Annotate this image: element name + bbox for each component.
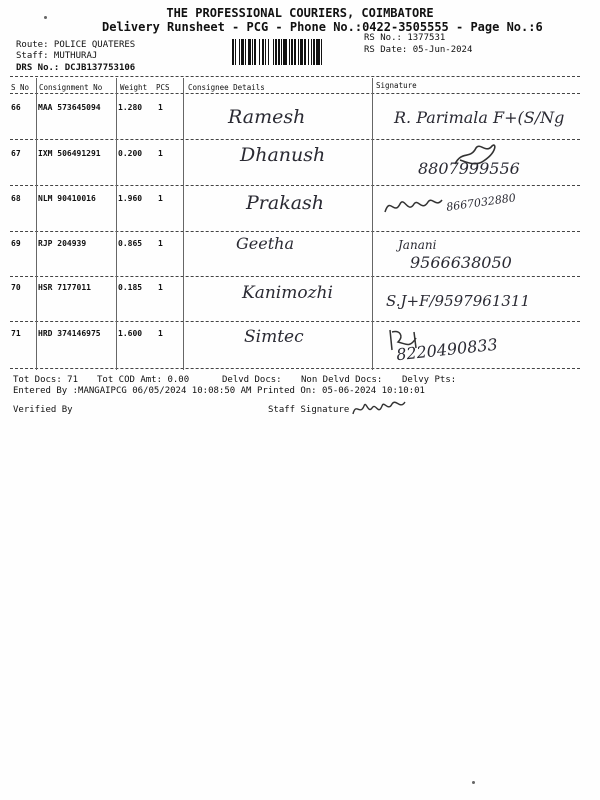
table-bottom-rule — [10, 368, 580, 369]
col-header-signature: Signature — [376, 81, 417, 90]
handwritten-phone: 9566638050 — [410, 253, 512, 272]
row-sno: 66 — [11, 103, 21, 112]
handwritten-phone: 8220490833 — [395, 334, 499, 365]
column-divider — [183, 78, 184, 370]
row-weight: 0.185 — [118, 283, 143, 292]
handwritten-consignee-name: Geetha — [236, 234, 294, 253]
company-name: THE PROFESSIONAL COURIERS, COIMBATORE — [166, 6, 434, 20]
delivered-docs: Delvd Docs: — [222, 375, 282, 385]
rs-number: RS No.: 1377531 — [364, 33, 446, 43]
col-header-sno: S No — [11, 83, 30, 92]
speck — [44, 16, 47, 19]
staff-label: Staff: MUTHURAJ — [16, 51, 98, 61]
row-divider — [10, 321, 580, 322]
row-sno: 71 — [11, 329, 21, 338]
table-top-rule — [10, 76, 580, 77]
row-sno: 68 — [11, 194, 21, 203]
handwritten-phone: 8807999556 — [418, 159, 520, 178]
row-weight: 1.960 — [118, 194, 143, 203]
row-pcs: 1 — [158, 239, 163, 248]
entered-by: Entered By :MANGAIPCG 06/05/2024 10:08:50 AM — [13, 386, 252, 396]
row-sno: 67 — [11, 149, 21, 158]
row-consignment: RJP 204939 — [38, 239, 87, 248]
row-weight: 0.200 — [118, 149, 143, 158]
row-sno: 69 — [11, 239, 21, 248]
handwritten-consignee-name: Prakash — [246, 192, 325, 214]
row-weight: 1.280 — [118, 103, 143, 112]
col-header-pcs: PCS — [156, 83, 170, 92]
signature-scribble — [382, 190, 444, 220]
row-pcs: 1 — [158, 194, 163, 203]
handwritten-consignee-name: Dhanush — [240, 144, 326, 166]
handwritten-signature: Janani — [398, 238, 437, 252]
row-pcs: 1 — [158, 283, 163, 292]
col-header-consignment: Consignment No — [39, 83, 103, 92]
row-consignment: NLM 90410016 — [38, 194, 96, 203]
row-consignment: HSR 7177011 — [38, 283, 91, 292]
column-divider — [116, 78, 117, 370]
total-docs: Tot Docs: 71 — [13, 375, 79, 385]
row-divider — [10, 231, 580, 232]
row-consignment: MAA 573645094 — [38, 103, 101, 112]
handwritten-consignee-name: Ramesh — [228, 106, 306, 128]
row-divider — [10, 185, 580, 186]
handwritten-signature: S.J+F/9597961311 — [386, 292, 530, 310]
col-header-weight: Weight — [120, 83, 148, 92]
handwritten-signature: R. Parimala F+(S/Ng — [394, 108, 565, 127]
col-header-consignee: Consignee Details — [188, 83, 265, 92]
row-weight: 1.600 — [118, 329, 143, 338]
speck — [472, 781, 475, 784]
row-pcs: 1 — [158, 103, 163, 112]
barcode — [232, 39, 356, 65]
row-consignment: IXM 506491291 — [38, 149, 101, 158]
staff-signature-scribble — [350, 396, 408, 420]
non-delivered-docs: Non Delvd Docs: — [301, 375, 383, 385]
row-pcs: 1 — [158, 149, 163, 158]
row-sno: 70 — [11, 283, 21, 292]
runsheet-title: Delivery Runsheet - PCG - Phone No.:0422-3505555 - Page No.:6 — [102, 20, 543, 34]
row-weight: 0.865 — [118, 239, 143, 248]
row-consignment: HRD 374146975 — [38, 329, 101, 338]
delivery-points: Delvy Pts: — [402, 375, 457, 385]
row-pcs: 1 — [158, 329, 163, 338]
handwritten-consignee-name: Simtec — [244, 327, 304, 347]
drs-number: DRS No.: DCJB137753106 — [16, 63, 136, 73]
handwritten-consignee-name: Kanimozhi — [242, 283, 333, 303]
total-cod-amount: Tot COD Amt: 0.00 — [97, 375, 190, 385]
row-divider — [10, 276, 580, 277]
route-label: Route: POLICE QUATERES — [16, 40, 136, 50]
column-divider — [36, 78, 37, 370]
handwritten-phone: 8667032880 — [445, 191, 517, 214]
staff-signature-label: Staff Signature — [268, 405, 350, 415]
table-header-rule — [10, 93, 580, 94]
rs-date: RS Date: 05-Jun-2024 — [364, 45, 473, 55]
column-divider — [372, 78, 373, 370]
verified-by-label: Verified By — [13, 405, 73, 415]
printed-on: Printed On: 05-06-2024 10:10:01 — [257, 386, 425, 396]
